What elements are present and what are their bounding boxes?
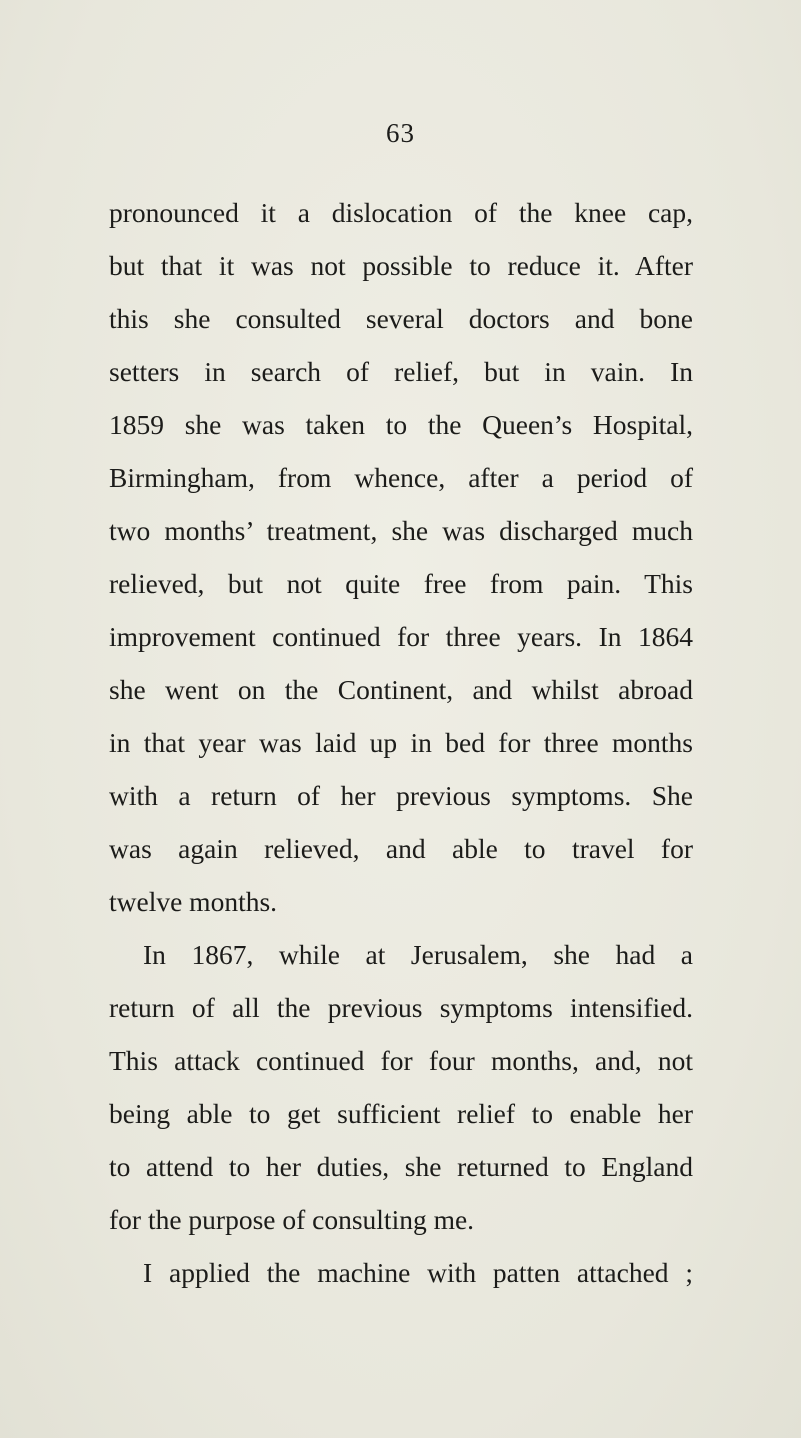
text-line: This attack continued for four months, and, not bbox=[109, 1045, 693, 1076]
text-line: being able to get sufficient relief to enable her bbox=[109, 1098, 693, 1129]
text-line: Birmingham, from whence, after a period of bbox=[109, 462, 693, 493]
text-line: to attend to her duties, she returned to England bbox=[109, 1151, 693, 1182]
body-text bbox=[109, 186, 693, 1299]
text-line: setters in search of relief, but in vain. In bbox=[109, 356, 693, 387]
paragraph-end-line: for the purpose of consulting me. bbox=[109, 1204, 475, 1235]
paragraph-start-line: I applied the machine with patten attached ; bbox=[143, 1257, 693, 1288]
text-line: but that it was not possible to reduce it. After bbox=[109, 250, 693, 281]
paragraph-start-line: In 1867, while at Jerusalem, she had a bbox=[143, 939, 693, 970]
text-line: was again relieved, and able to travel for bbox=[109, 833, 693, 864]
text-line: this she consulted several doctors and bone bbox=[109, 303, 693, 334]
text-line: with a return of her previous symptoms. She bbox=[109, 780, 693, 811]
text-line: she went on the Continent, and whilst abroad bbox=[109, 674, 693, 705]
text-line: relieved, but not quite free from pain. This bbox=[109, 568, 693, 599]
text-line: 1859 she was taken to the Queen’s Hospital, bbox=[109, 409, 693, 440]
text-line: return of all the previous symptoms intensified. bbox=[109, 992, 693, 1023]
text-line: two months’ treatment, she was discharged much bbox=[109, 515, 693, 546]
text-line: in that year was laid up in bed for three months bbox=[109, 727, 693, 758]
text-line: pronounced it a dislocation of the knee cap, bbox=[109, 197, 693, 228]
text-line: improvement continued for three years. In 1864 bbox=[109, 621, 693, 652]
page-number: 63 bbox=[386, 118, 415, 148]
paragraph-end-line: twelve months. bbox=[109, 886, 278, 917]
